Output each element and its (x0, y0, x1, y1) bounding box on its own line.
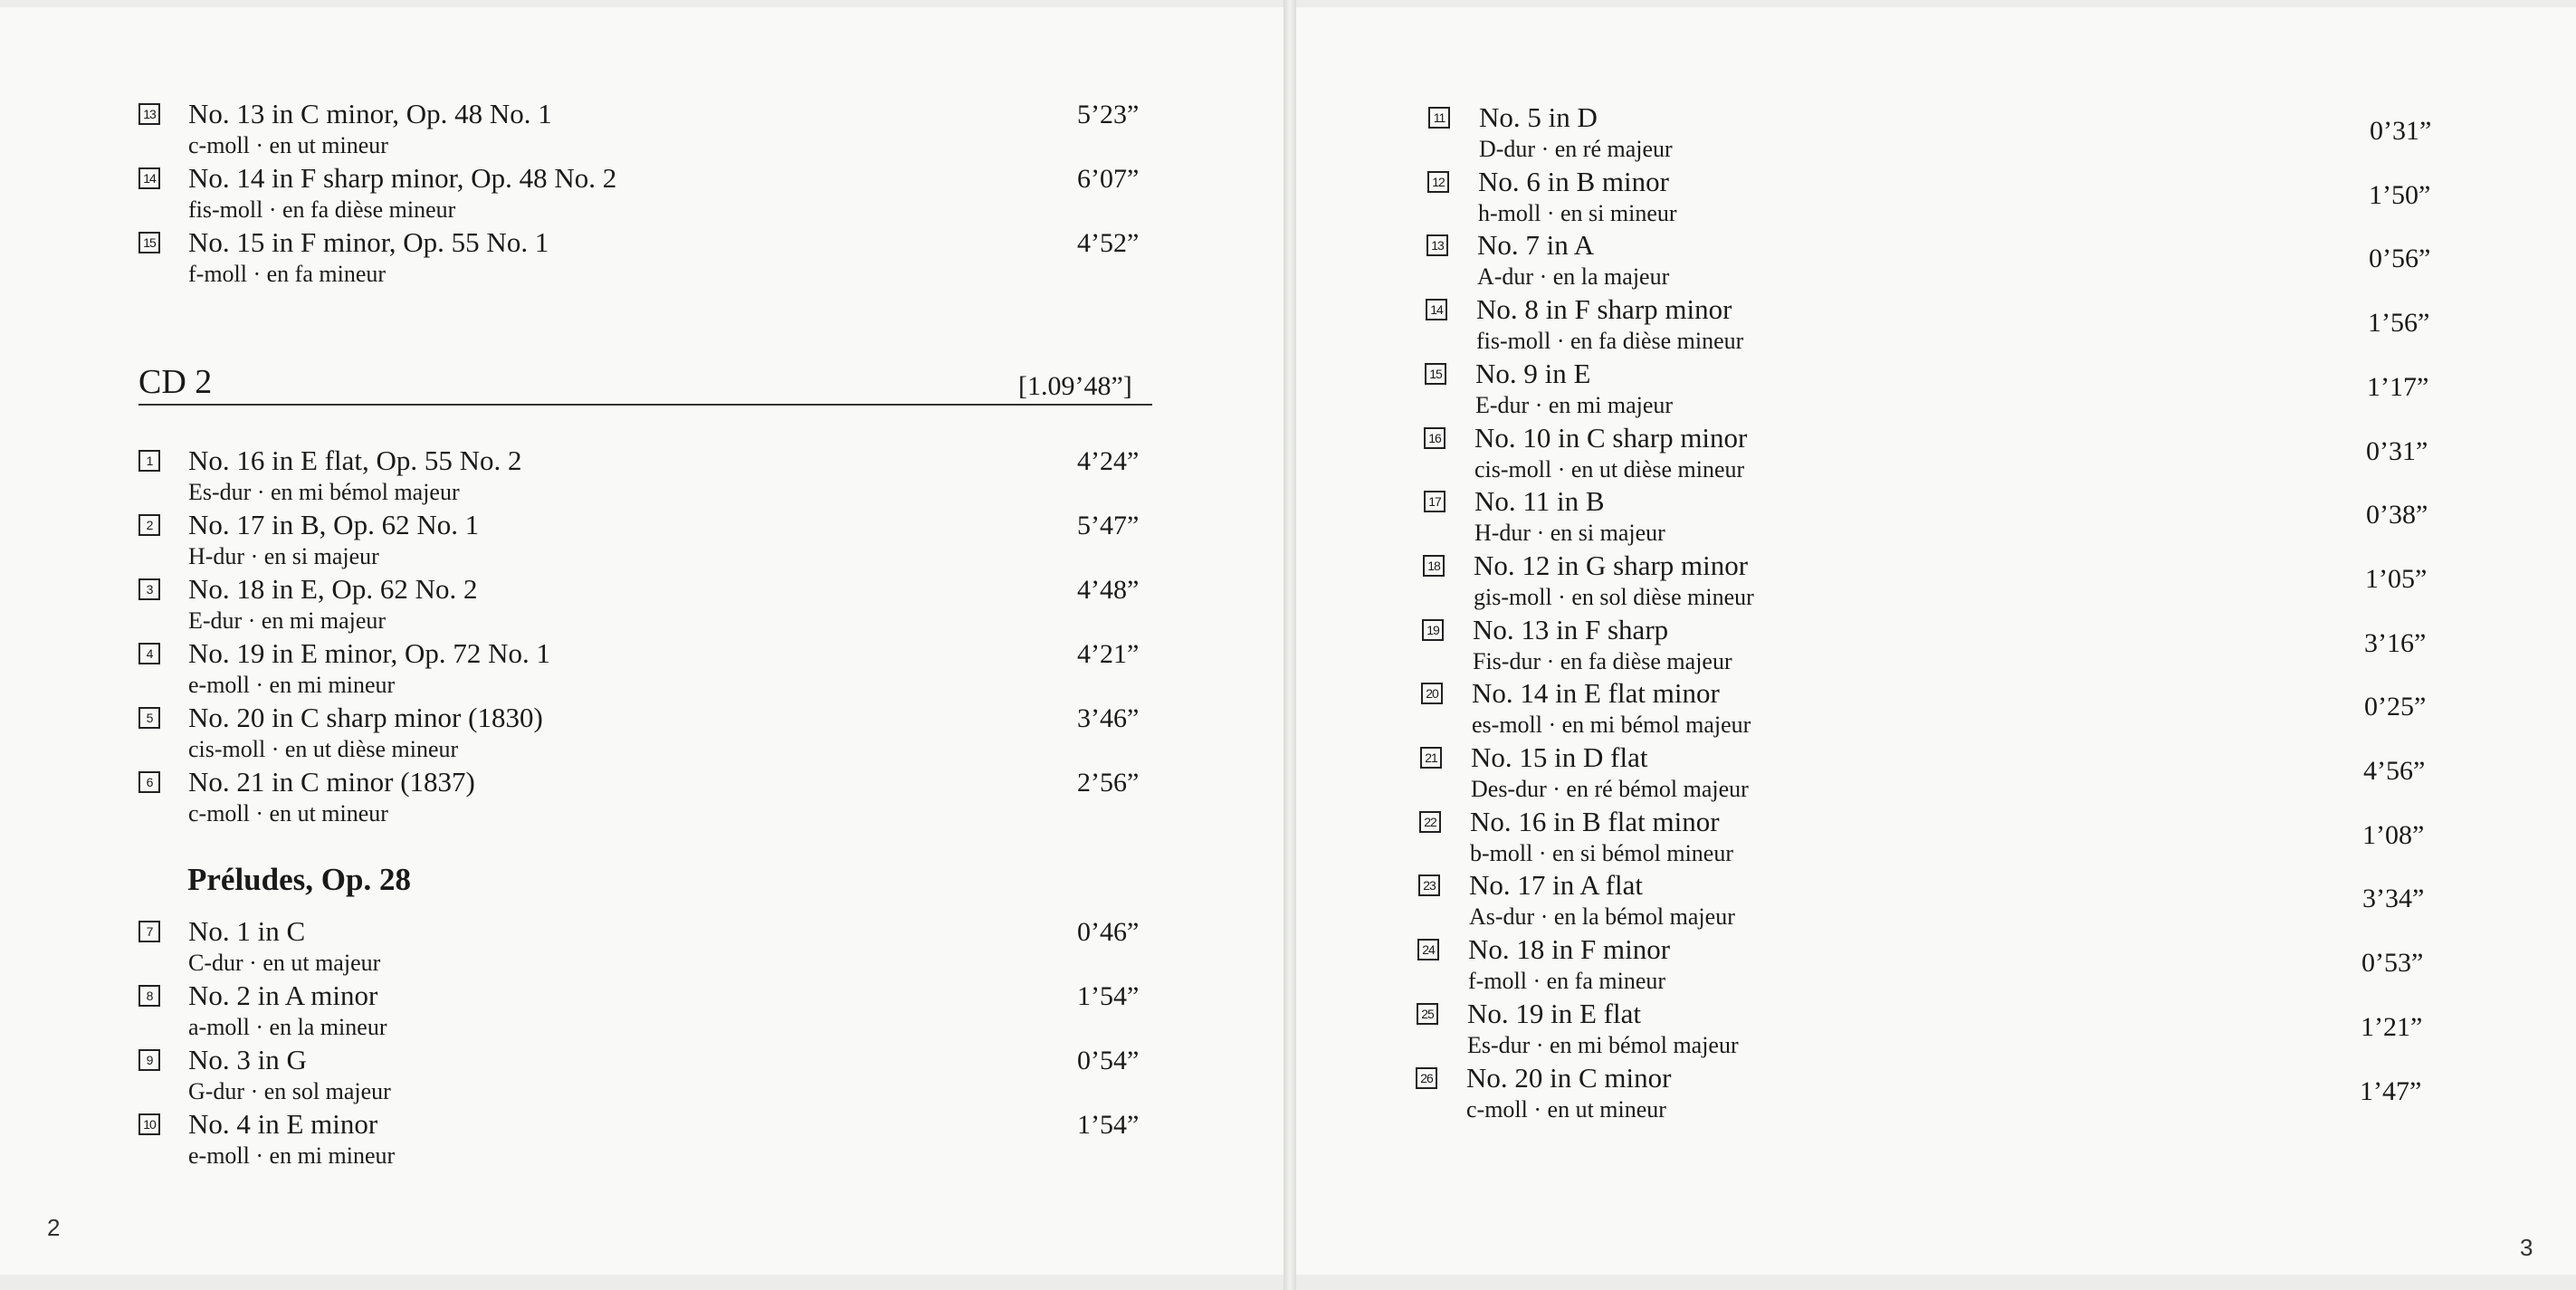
track-title: No. 18 in E, Op. 62 No. 2 (188, 573, 478, 605)
track-duration: 4’21” (1077, 639, 1140, 669)
track-number-box: 14 (138, 167, 160, 189)
track-title: No. 18 in F minor (1468, 933, 1671, 966)
track-duration: 4’52” (1077, 228, 1140, 258)
track-duration: 1’50” (2369, 179, 2431, 210)
track-title: No. 6 in B minor (1478, 165, 1669, 197)
track-row (1428, 103, 2496, 167)
track-title: No. 20 in C sharp minor (1830) (188, 702, 543, 733)
page-number-left: 2 (47, 1214, 61, 1241)
track-title: No. 19 in E minor, Op. 72 No. 1 (188, 637, 551, 669)
track-row (1419, 807, 2489, 871)
track-row (138, 228, 1204, 291)
track-key-subtitle: C-dur · en ut majeur (188, 950, 381, 976)
track-key-subtitle: D-dur · en ré majeur (1479, 136, 1673, 162)
cd2-divider (138, 404, 1152, 406)
track-key-subtitle: As-dur · en la bémol majeur (1469, 903, 1735, 931)
track-title: No. 17 in A flat (1469, 869, 1644, 902)
track-duration: 0’56” (2369, 244, 2431, 274)
track-number-box: 26 (1416, 1067, 1437, 1089)
cd2-heading: CD 2 (138, 363, 213, 401)
track-title: No. 1 in C (188, 915, 306, 947)
track-key-subtitle: b-moll · en si bémol mineur (1470, 839, 1734, 866)
track-duration: 1’56” (2368, 308, 2430, 339)
track-duration: 1’54” (1077, 1110, 1140, 1140)
track-key-subtitle: H-dur · en si majeur (1474, 520, 1665, 547)
track-number-box: 19 (1422, 619, 1444, 641)
track-row (1417, 935, 2488, 999)
track-key-subtitle: Es-dur · en mi bémol majeur (188, 479, 460, 505)
track-key-subtitle: G-dur · en sol majeur (188, 1078, 391, 1104)
track-title: No. 13 in F sharp (1473, 613, 1669, 645)
track-title: No. 3 in G (188, 1044, 307, 1075)
track-number-box: 5 (138, 707, 160, 729)
track-row (1422, 613, 2491, 679)
track-number-box: 15 (138, 232, 160, 253)
track-number-box: 17 (1424, 491, 1445, 512)
track-title: No. 12 in G sharp minor (1474, 549, 1749, 581)
track-title: No. 14 in E flat minor (1472, 677, 1720, 710)
track-duration: 3’46” (1077, 703, 1140, 733)
track-key-subtitle: h-moll · en si mineur (1478, 199, 1677, 226)
track-key-subtitle: Es-dur · en mi bémol majeur (1467, 1031, 1739, 1058)
track-number-box: 10 (138, 1113, 160, 1135)
track-duration: 3’34” (2362, 884, 2425, 914)
track-key-subtitle: c-moll · en ut mineur (188, 132, 388, 158)
track-duration: 6’07” (1077, 164, 1140, 194)
track-title: No. 9 in E (1475, 357, 1591, 389)
track-row (138, 917, 1204, 980)
track-key-subtitle: fis-moll · en fa dièse mineur (1476, 328, 1744, 355)
track-row (1421, 679, 2491, 742)
track-number-box: 4 (138, 643, 160, 664)
track-number-box: 13 (1426, 234, 1448, 256)
track-title: No. 19 in E flat (1467, 997, 1641, 1029)
track-key-subtitle: Fis-dur · en fa dièse majeur (1473, 647, 1732, 674)
track-key-subtitle: es-moll · en mi bémol majeur (1472, 712, 1751, 739)
track-row (1425, 359, 2494, 423)
track-key-subtitle: a-moll · en la mineur (188, 1014, 387, 1040)
track-row (1426, 231, 2495, 294)
track-duration: 3’16” (2364, 627, 2427, 658)
track-row (138, 100, 1204, 163)
track-title: No. 5 in D (1479, 101, 1598, 133)
track-row (138, 1110, 1204, 1173)
track-number-box: 25 (1417, 1003, 1438, 1025)
track-duration: 1’21” (2361, 1011, 2423, 1042)
right-page (1296, 7, 2576, 1275)
track-number-box: 13 (138, 103, 160, 125)
track-duration: 0’38” (2366, 500, 2428, 530)
track-key-subtitle: c-moll · en ut mineur (188, 800, 388, 827)
preludes-heading: Préludes, Op. 28 (187, 862, 411, 897)
track-row (1416, 1061, 2486, 1127)
track-row (1424, 487, 2493, 550)
track-title: No. 17 in B, Op. 62 No. 1 (188, 509, 480, 540)
track-title: No. 10 in C sharp minor (1474, 421, 1748, 454)
track-title: No. 2 in A minor (188, 979, 378, 1011)
track-row (138, 703, 1204, 767)
track-duration: 4’56” (2363, 756, 2426, 786)
track-number-box: 15 (1425, 363, 1446, 385)
track-title: No. 7 in A (1477, 229, 1595, 262)
track-row (138, 981, 1204, 1045)
track-title: No. 20 in C minor (1466, 1061, 1672, 1094)
track-row (138, 1046, 1204, 1109)
track-key-subtitle: gis-moll · en sol dièse mineur (1474, 583, 1754, 610)
track-number-box: 14 (1426, 299, 1447, 320)
track-title: No. 14 in F sharp minor, Op. 48 No. 2 (188, 162, 617, 194)
track-number-box: 1 (138, 450, 160, 472)
track-title: No. 15 in F minor, Op. 55 No. 1 (188, 226, 549, 258)
track-number-box: 23 (1418, 874, 1440, 896)
track-number-box: 20 (1421, 683, 1443, 704)
track-key-subtitle: A-dur · en la majeur (1477, 263, 1670, 291)
track-duration: 5’23” (1077, 100, 1140, 129)
track-number-box: 7 (138, 921, 160, 942)
track-row (138, 446, 1204, 510)
track-row (1426, 295, 2495, 358)
track-duration: 4’24” (1077, 446, 1140, 476)
track-key-subtitle: cis-moll · en ut dièse mineur (188, 736, 459, 762)
track-row (138, 511, 1204, 574)
track-duration: 1’47” (2360, 1075, 2422, 1106)
track-row (1427, 167, 2495, 231)
left-page (0, 7, 1283, 1275)
track-key-subtitle: cis-moll · en ut dièse mineur (1474, 455, 1745, 483)
track-duration: 2’56” (1077, 768, 1140, 798)
track-key-subtitle: e-moll · en mi mineur (188, 672, 396, 698)
track-number-box: 3 (138, 578, 160, 600)
track-key-subtitle: fis-moll · en fa dièse mineur (188, 196, 456, 223)
track-number-box: 18 (1423, 555, 1445, 577)
track-number-box: 21 (1420, 747, 1442, 769)
track-row (138, 639, 1204, 702)
track-duration: 5’47” (1077, 511, 1140, 540)
track-duration: 1’05” (2365, 563, 2428, 594)
track-title: No. 21 in C minor (1837) (188, 766, 475, 798)
track-key-subtitle: E-dur · en mi majeur (188, 607, 386, 634)
track-key-subtitle: e-moll · en mi mineur (188, 1142, 396, 1169)
track-number-box: 2 (138, 514, 160, 536)
cd2-total-duration: [1.09’48”] (1018, 371, 1132, 401)
track-key-subtitle: Des-dur · en ré bémol majeur (1471, 776, 1749, 802)
track-duration: 0’31” (2366, 435, 2428, 466)
track-row (138, 768, 1204, 831)
track-duration: 1’54” (1077, 981, 1140, 1011)
track-duration: 0’53” (2361, 948, 2424, 979)
track-number-box: 8 (138, 985, 160, 1007)
track-row (138, 575, 1204, 638)
track-key-subtitle: H-dur · en si majeur (188, 543, 379, 569)
track-title: No. 16 in B flat minor (1470, 805, 1720, 837)
track-number-box: 6 (138, 771, 160, 793)
track-title: No. 11 in B (1474, 485, 1605, 518)
track-number-box: 12 (1427, 171, 1449, 193)
track-duration: 1’08” (2362, 819, 2425, 850)
track-number-box: 11 (1428, 107, 1450, 129)
track-title: No. 16 in E flat, Op. 55 No. 2 (188, 444, 522, 476)
track-number-box: 16 (1424, 427, 1445, 449)
track-duration: 1’17” (2367, 371, 2429, 402)
track-key-subtitle: f-moll · en fa mineur (188, 261, 386, 287)
track-title: No. 4 in E minor (188, 1108, 378, 1140)
track-title: No. 13 in C minor, Op. 48 No. 1 (188, 98, 552, 129)
page-number-right: 3 (2520, 1234, 2533, 1261)
track-key-subtitle: E-dur · en mi majeur (1475, 391, 1674, 418)
page-fold (1283, 0, 1296, 1290)
track-row (1417, 999, 2487, 1063)
track-row (1423, 551, 2492, 615)
track-duration: 0’46” (1077, 917, 1140, 947)
track-title: No. 8 in F sharp minor (1476, 293, 1732, 326)
track-row (1420, 743, 2490, 807)
track-key-subtitle: f-moll · en fa mineur (1468, 968, 1666, 995)
track-number-box: 9 (138, 1049, 160, 1071)
track-number-box: 24 (1417, 939, 1439, 960)
track-duration: 4’48” (1077, 575, 1140, 605)
track-duration: 0’25” (2364, 692, 2427, 722)
track-key-subtitle: c-moll · en ut mineur (1466, 1095, 1666, 1123)
track-row (1418, 871, 2489, 934)
track-row (138, 164, 1204, 227)
track-duration: 0’31” (2370, 116, 2432, 146)
track-duration: 0’54” (1077, 1046, 1140, 1075)
track-title: No. 15 in D flat (1471, 741, 1648, 773)
track-row (1424, 421, 2493, 487)
track-number-box: 22 (1419, 811, 1441, 833)
